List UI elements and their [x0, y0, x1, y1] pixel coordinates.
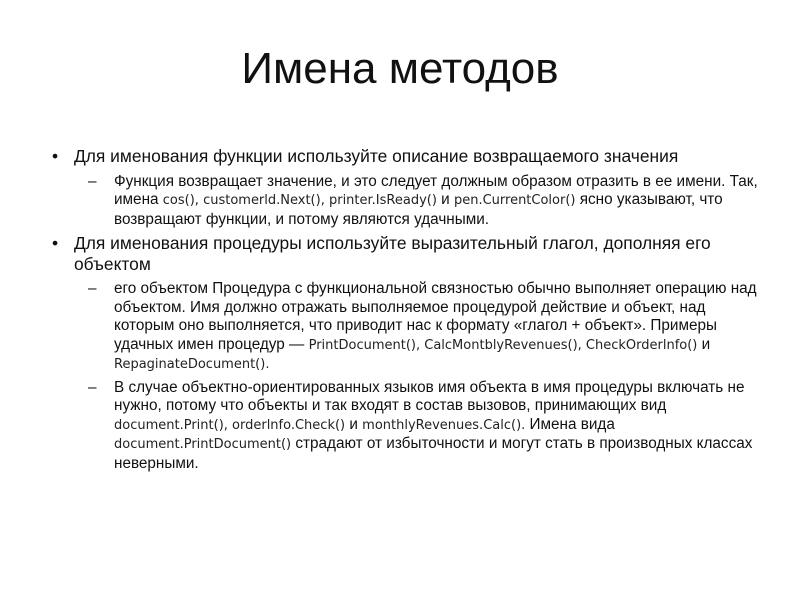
text-run: ясно указывают, что возвращают функции, и потому являются удачными. — [114, 191, 723, 228]
bullet-text: Для именования процедуры используйте выразительный глагол, дополняя его объектом — [74, 233, 711, 274]
text-run: страдают от избыточности и могут стать в производных классах неверными. — [114, 435, 753, 472]
text-run: и — [697, 335, 711, 353]
bullet-item — [52, 146, 767, 167]
text-run: и — [436, 191, 454, 208]
bullet-dot-icon: • — [52, 146, 59, 166]
dash-icon: – — [88, 280, 97, 297]
sub-bullet-text — [114, 173, 758, 228]
text-run: В случае объектно-ориентированных языков имя объекта в имя процедуры включать не нужно, потому что объекты и так входят в состав вызовов, принимающих вид — [114, 378, 745, 414]
code-run: cos(), customerld.Next(), printer.IsReady() — [162, 193, 437, 208]
text-run: Имена вида — [525, 415, 615, 433]
text-run: его объектом Процедура с функциональной связностью обычно выполняет операцию над объектом. Имя должно отражать выполняемое процедурой действие и объект, над которым оно выполняется, что приводит нас к формату «глагол + объект». Примеры удачных имен процедур — — [114, 280, 757, 353]
code-run: RepaginateDocument(). — [114, 357, 270, 372]
bullet-item — [52, 233, 767, 274]
dash-icon: – — [88, 172, 97, 190]
text-run: и — [345, 415, 363, 433]
sub-bullet-text — [114, 280, 757, 372]
code-run: PrintDocument(), CalcMontblyRevenues(), CheckOrderlnfo() — [308, 337, 698, 353]
sub-bullet-item — [52, 379, 767, 474]
slide-title: Имена методов — [241, 44, 559, 93]
code-run: document.PrintDocument() — [114, 437, 292, 452]
text-run: Функция возвращает значение, и это следует должным образом отразить в ее имени. Так, имена — [114, 172, 758, 208]
sub-bullet-text — [114, 379, 752, 472]
sub-bullet-item — [52, 280, 767, 375]
sub-bullet-item — [52, 173, 767, 230]
bullet-text: Для именования функции используйте описание возвращаемого значения — [74, 146, 679, 166]
code-run: document.Print(), orderlnfo.Check() — [114, 417, 346, 433]
slide-content — [52, 146, 767, 477]
code-run: monthlyRevenues.Calc(). — [362, 417, 526, 433]
bullet-dot-icon: • — [52, 233, 59, 253]
code-run: pen.CurrentColor() — [453, 193, 576, 208]
dash-icon: – — [88, 378, 97, 396]
